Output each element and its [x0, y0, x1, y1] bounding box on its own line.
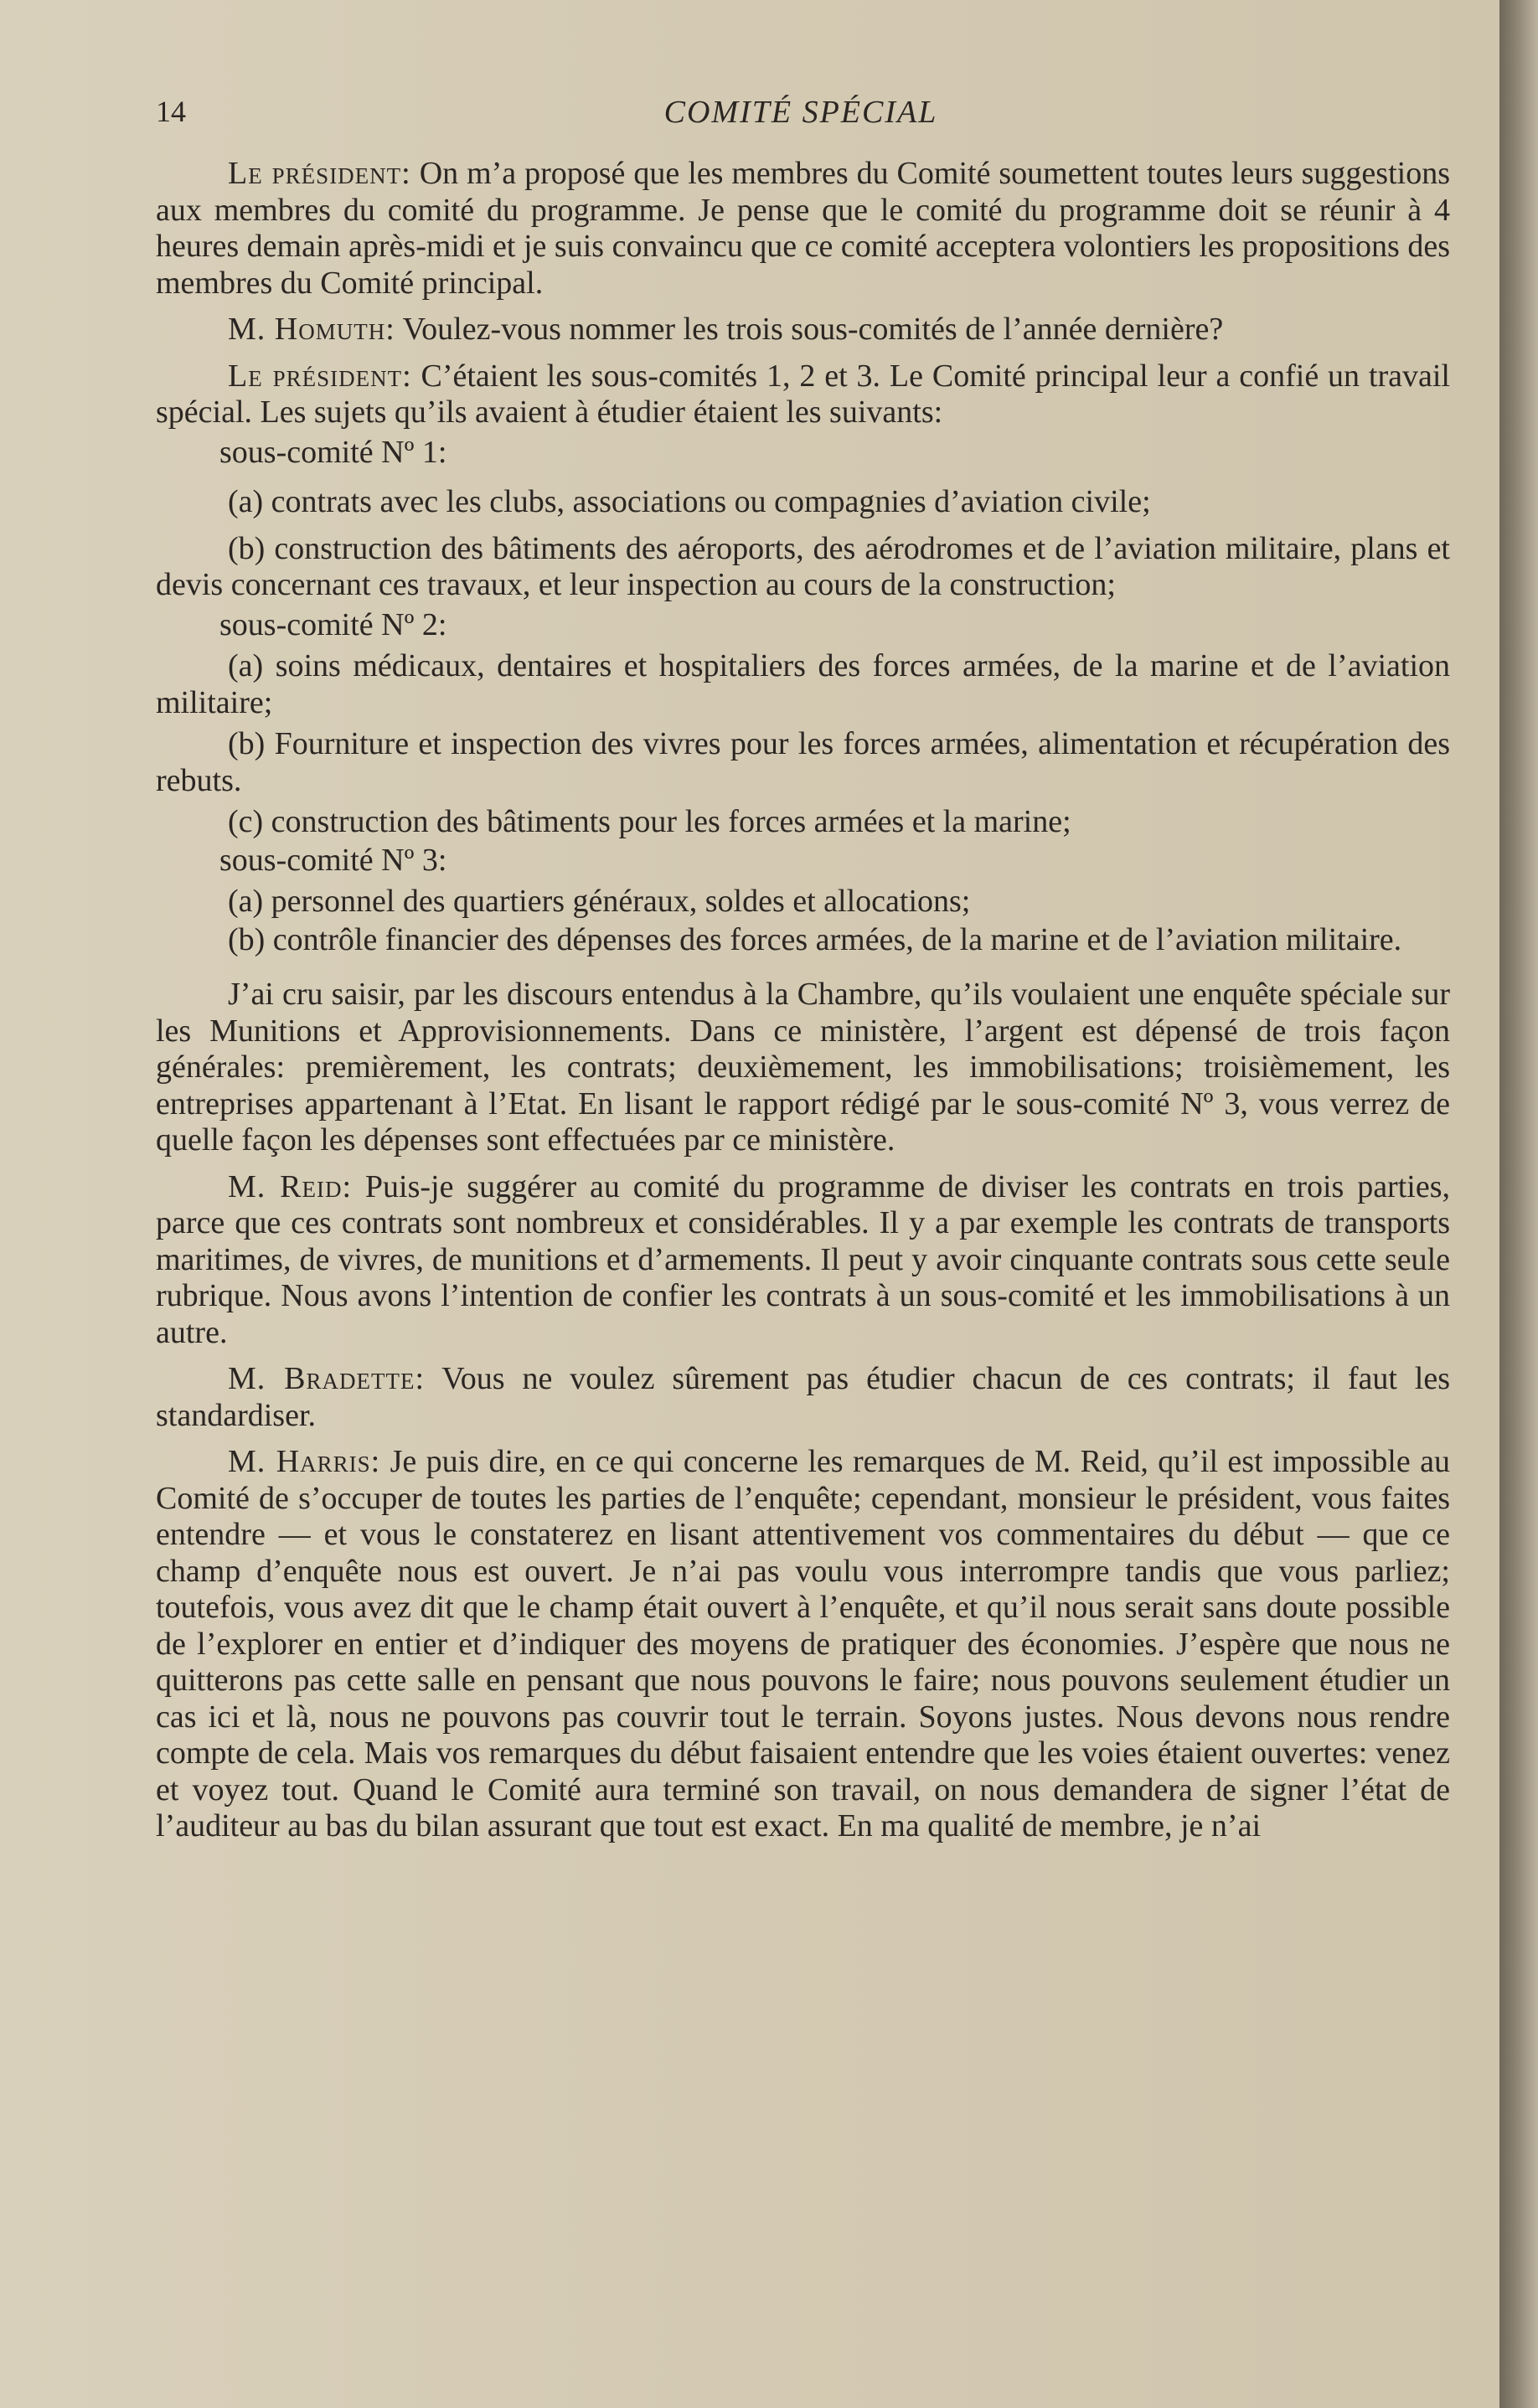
list-item: (b) construction des bâtiments des aéroports, des aérodromes et de l’aviation militaire, plans et devis concernant ces travaux, et leur inspection au cours de la construction; — [156, 530, 1450, 602]
speaker-name: M. Reid: — [228, 1168, 353, 1204]
list-item: (a) contrats avec les clubs, associations ou compagnies d’aviation civile; — [228, 484, 1151, 519]
speaker-name: M. Harris: — [228, 1444, 381, 1479]
paragraph — [156, 156, 1450, 302]
page-number: 14 — [156, 95, 186, 128]
list-item: (c) construction des bâtiments pour les forces armées et la marine; — [228, 804, 1071, 839]
subcommittee-label: sous-comité Nº 2: — [219, 606, 447, 642]
paragraph — [156, 1444, 1450, 1845]
paragraph-text: Voulez-vous nommer les trois sous-comités de l’année dernière? — [395, 312, 1224, 347]
list-item: (a) soins médicaux, dentaires et hospitaliers des forces armées, de la marine et de l’aviation militaire; — [156, 648, 1450, 720]
page-header — [156, 94, 1446, 136]
paragraph — [156, 1169, 1450, 1352]
paragraph-text: Puis-je suggérer au comité du programme de diviser les contrats en trois parties, parce que ces contrats sont nombreux et considérables. Il y a par exemple les contrats de transports maritimes, de vivres, de munitions et d’armements. Il peut y avoir cinquante contrats sous cette seule rubrique. Nous avons l’intention de confier les contrats à un sous-comité et les immobilisations à un autre. — [156, 1168, 1450, 1350]
paragraph — [156, 358, 1450, 431]
paragraph-text: C’étaient les sous-comités 1, 2 et 3. Le Comité principal leur a confié un travail spécial. Les sujets qu’ils avaient à étudier étaient les suivants: — [156, 358, 1450, 430]
speaker-name: M. Bradette: — [228, 1361, 426, 1396]
running-title: COMITÉ SPÉCIAL — [663, 95, 938, 130]
speaker-name: M. Homuth: — [228, 312, 395, 347]
subcommittee-label: sous-comité Nº 3: — [219, 842, 447, 878]
paragraph — [156, 1361, 1450, 1434]
list-item: (a) personnel des quartiers généraux, soldes et allocations; — [228, 884, 971, 919]
subcommittee-label: sous-comité Nº 1: — [219, 434, 447, 470]
speaker-name: Le président: — [228, 156, 411, 191]
speaker-name: Le président: — [228, 358, 412, 394]
list-item: (b) Fourniture et inspection des vivres pour les forces armées, alimentation et récupération des rebuts. — [156, 726, 1450, 798]
paragraph-text: On m’a proposé que les membres du Comité soumettent toutes leurs suggestions aux membres du comité du programme. Je pense que le comité du programme doit se réunir à 4 heures demain après-midi et je suis convaincu que ce comité acceptera volontiers les propositions des membres du Comité principal. — [156, 156, 1450, 301]
paragraph — [156, 312, 1450, 348]
page-edge-shadow — [1499, 0, 1538, 2408]
list-item: (b) contrôle financier des dépenses des forces armées, de la marine et de l’aviation militaire. — [228, 921, 1402, 957]
paragraph-text: Vous ne voulez sûrement pas étudier chacun de ces contrats; il faut les standardiser. — [156, 1361, 1450, 1433]
paragraph-text: Je puis dire, en ce qui concerne les remarques de M. Reid, qu’il est impossible au Comité de s’occuper de toutes les parties de l’enquête; cependant, monsieur le président, vous faites entendre — et vous le constaterez en lisant attentivement vos commentaires du début — que ce champ d’enquête nous est ouvert. Je n’ai pas voulu vous interrompre tandis que vous parliez; toutefois, vous avez dit que le champ était ouvert à l’enquête, et qu’il nous serait sans doute possible de l’explorer en entier et d’indiquer des moyens de pratiquer des économies. J’espère que nous ne quitterons pas cette salle en pensant que nous pouvons le faire; nous pouvons seulement étudier un cas ici et là, nous ne pouvons pas couvrir tout le terrain. Soyons justes. Nous devons nous rendre compte de cela. Mais vos remarques du début faisaient entendre que les voies étaient ouvertes: venez et voyez tout. Quand le Comité aura terminé son travail, on nous demandera de signer l’état de l’auditeur au bas du bilan assurant que tout est exact. En ma qualité de membre, je n’ai — [156, 1444, 1450, 1843]
document-body — [156, 156, 1450, 1855]
paragraph: J’ai cru saisir, par les discours entendus à la Chambre, qu’ils voulaient une enquête spéciale sur les Munitions et Approvisionnements. Dans ce ministère, l’argent est dépensé de trois façon générales: premièrement, les contrats; deuxièmement, les immobilisations; troisièmement, les entreprises appartenant à l’Etat. En lisant le rapport rédigé par le sous-comité Nº 3, vous verrez de quelle façon les dépenses sont effectuées par ce ministère. — [156, 977, 1450, 1158]
